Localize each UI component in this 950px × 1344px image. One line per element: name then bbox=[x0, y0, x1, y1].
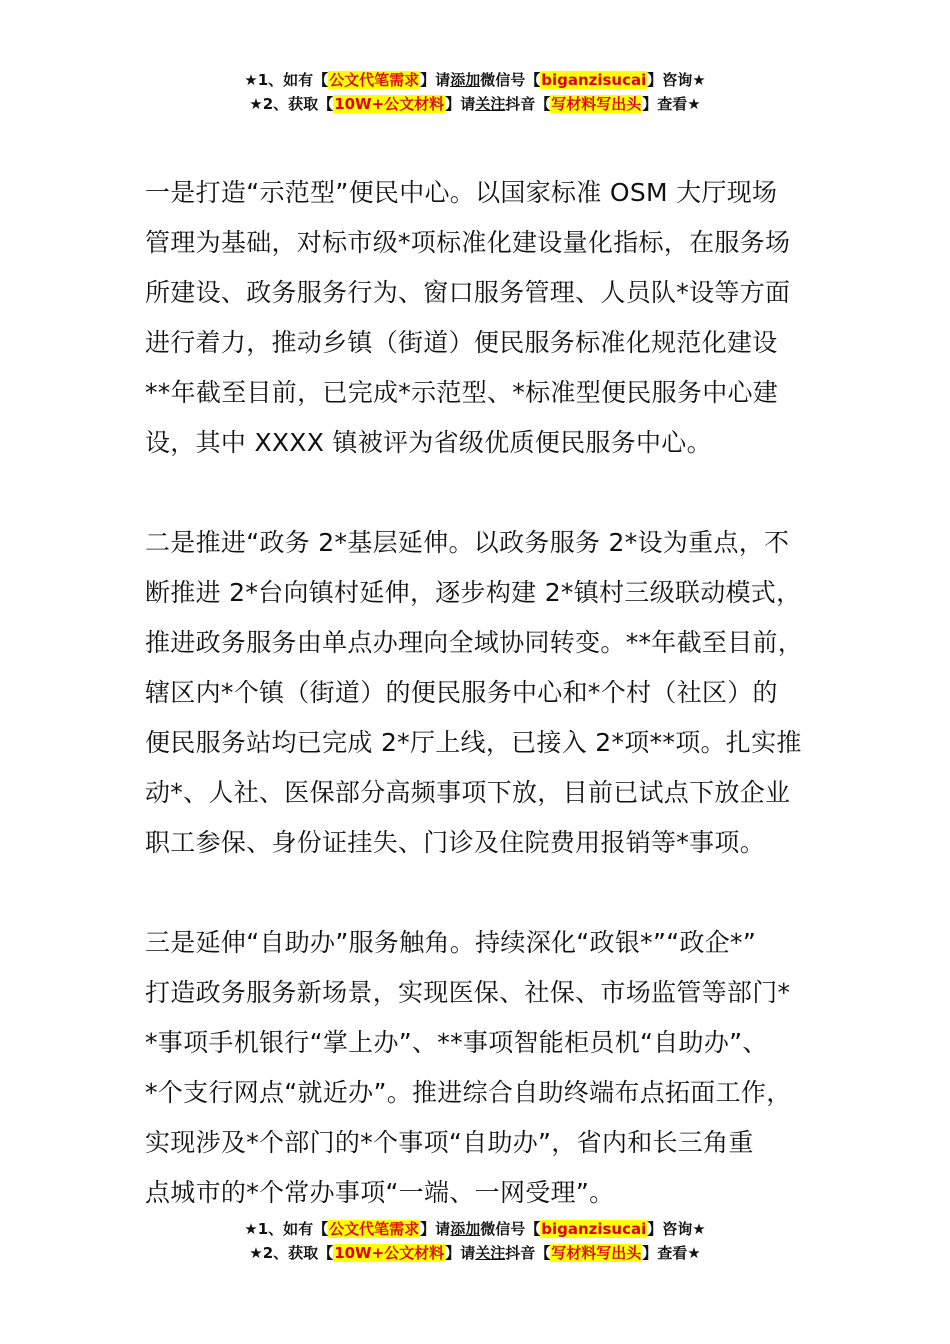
promo-wechat-id: biganzisucai bbox=[541, 1220, 647, 1238]
promo-banner-top bbox=[0, 68, 950, 116]
paragraph-2 bbox=[145, 518, 835, 868]
promo-text: 抖音【 bbox=[505, 1244, 551, 1262]
promo-line-2 bbox=[0, 1241, 950, 1265]
paragraph-line: *个支行网点“就近办”。推进综合自助终端布点拓面工作， bbox=[145, 1078, 792, 1107]
promo-underlined: 添加 bbox=[450, 1220, 481, 1238]
promo-line-1 bbox=[0, 68, 950, 92]
promo-text: 】查看★ bbox=[642, 1244, 701, 1262]
promo-text: 微信号【 bbox=[480, 1220, 541, 1238]
paragraph-line: 点城市的*个常办事项“一端、一网受理”。 bbox=[145, 1178, 615, 1207]
paragraph-line: 动*、人社、医保部分高频事项下放，目前已试点下放企业 bbox=[145, 778, 791, 807]
promo-line-2 bbox=[0, 92, 950, 116]
paragraph-line: 设，其中 XXXX 镇被评为省级优质便民服务中心。 bbox=[145, 428, 712, 457]
promo-text: 】请 bbox=[420, 71, 451, 89]
paragraph-line: 职工参保、身份证挂失、门诊及住院费用报销等*事项。 bbox=[145, 828, 766, 857]
promo-text: 】请 bbox=[445, 1244, 476, 1262]
promo-highlight: 公文代笔需求 bbox=[329, 1220, 420, 1238]
promo-text: 】请 bbox=[420, 1220, 451, 1238]
promo-text: 】查看★ bbox=[642, 95, 701, 113]
paragraph-line: **年截至目前，已完成*示范型、*标准型便民服务中心建 bbox=[145, 378, 779, 407]
paragraph-line: 进行着力，推动乡镇（街道）便民服务标准化规范化建设 bbox=[145, 328, 778, 357]
promo-text: ★1、如有【 bbox=[244, 1220, 329, 1238]
promo-text: 微信号【 bbox=[480, 71, 541, 89]
promo-line-1 bbox=[0, 1217, 950, 1241]
promo-highlight: 10W+公文材料 bbox=[334, 1244, 445, 1262]
paragraph-line: 便民服务站均已完成 2*厅上线，已接入 2*项**项。扎实推 bbox=[145, 728, 802, 757]
paragraph-line: 实现涉及*个部门的*个事项“自助办”，省内和长三角重 bbox=[145, 1128, 754, 1157]
promo-highlight: 10W+公文材料 bbox=[334, 95, 445, 113]
paragraph-line: *事项手机银行“掌上办”、**事项智能柜员机“自助办”、 bbox=[145, 1028, 768, 1057]
paragraph-line: 断推进 2*台向镇村延伸，逐步构建 2*镇村三级联动模式， bbox=[145, 578, 802, 607]
promo-douyin-id: 写材料写出头 bbox=[551, 95, 642, 113]
paragraph-line: 辖区内*个镇（街道）的便民服务中心和*个村（社区）的 bbox=[145, 678, 778, 707]
paragraph-line: 二是推进“政务 2*基层延伸。以政务服务 2*设为重点，不 bbox=[145, 528, 790, 557]
paragraph-line: 管理为基础，对标市级*项标准化建设量化指标，在服务场 bbox=[145, 228, 791, 257]
promo-underlined: 关注 bbox=[475, 95, 506, 113]
promo-underlined: 添加 bbox=[450, 71, 481, 89]
promo-text: ★1、如有【 bbox=[244, 71, 329, 89]
paragraph-line: 推进政务服务由单点办理向全域协同转变。**年截至目前， bbox=[145, 628, 804, 657]
promo-douyin-id: 写材料写出头 bbox=[551, 1244, 642, 1262]
promo-text: ★2、获取【 bbox=[249, 95, 334, 113]
promo-text: 】咨询★ bbox=[647, 71, 706, 89]
document-body bbox=[145, 168, 835, 1268]
promo-text: 抖音【 bbox=[505, 95, 551, 113]
promo-text: 】请 bbox=[445, 95, 476, 113]
paragraph-line: 一是打造“示范型”便民中心。以国家标准 OSM 大厅现场 bbox=[145, 178, 778, 207]
paragraph-line: 所建设、政务服务行为、窗口服务管理、人员队*设等方面 bbox=[145, 278, 791, 307]
promo-highlight: 公文代笔需求 bbox=[329, 71, 420, 89]
promo-wechat-id: biganzisucai bbox=[541, 71, 647, 89]
promo-text: 】咨询★ bbox=[647, 1220, 706, 1238]
paragraph-3 bbox=[145, 918, 835, 1218]
paragraph-1 bbox=[145, 168, 835, 468]
promo-text: ★2、获取【 bbox=[249, 1244, 334, 1262]
paragraph-line: 三是延伸“自助办”服务触角。持续深化“政银*”“政企*” bbox=[145, 928, 757, 957]
promo-banner-bottom bbox=[0, 1217, 950, 1265]
promo-underlined: 关注 bbox=[475, 1244, 506, 1262]
paragraph-line: 打造政务服务新场景，实现医保、社保、市场监管等部门* bbox=[145, 978, 791, 1007]
